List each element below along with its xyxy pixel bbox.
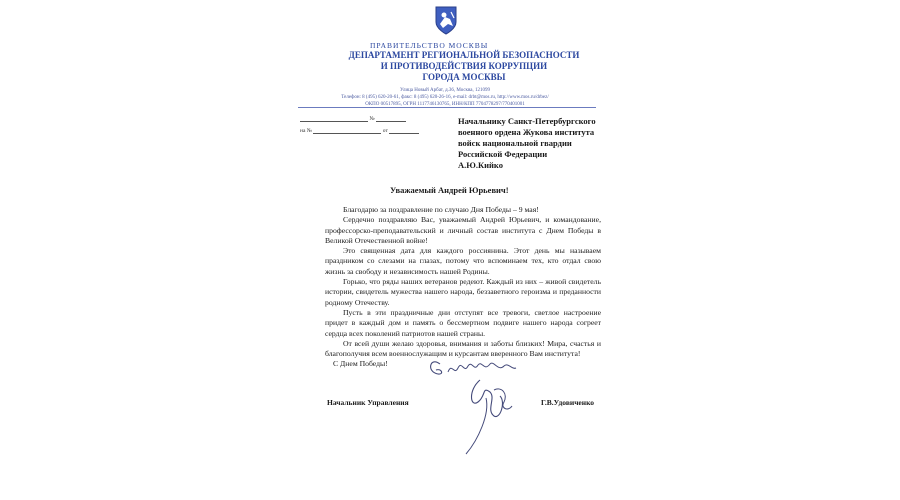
signatory-name: Г.В.Удовиченко: [541, 398, 595, 407]
registration-reference-line: на № от: [300, 128, 419, 134]
closing-line: С Днем Победы!: [333, 359, 388, 368]
body-paragraph: Пусть в эти праздничные дни отступят все тревоги, светлое настроение придет в каждый дом и память о бессмертном подвиге нашего народа согреет сердца всех поколений патриотов нашей страны.: [325, 307, 601, 338]
addressee-block: Начальнику Санкт-Петербургского военного ордена Жукова института войск национальной гвардии Российской Федерации А.Ю.Кийко: [458, 116, 596, 170]
letter-body: [325, 205, 601, 359]
handwritten-signature: [420, 350, 550, 460]
department-name: ДЕПАРТАМЕНТ РЕГИОНАЛЬНОЙ БЕЗОПАСНОСТИ И ПРОТИВОДЕЙСТВИЯ КОРРУПЦИИ ГОРОДА МОСКВЫ: [348, 50, 580, 82]
signatory-position: Начальник Управления: [327, 398, 409, 407]
greeting: Уважаемый Андрей Юрьевич!: [390, 185, 509, 195]
government-title: ПРАВИТЕЛЬСТВО МОСКВЫ: [370, 41, 489, 50]
body-paragraph: Благодарю за поздравление по случаю Дня Победы – 9 мая!: [343, 205, 539, 214]
body-paragraph: От всей души желаю здоровья, внимания и заботы близких! Мира, счастья и благополучия всем военнослужащим и курсантам вверенного Вам института!: [325, 338, 601, 359]
department-address: Улица Новый Арбат, д.36, Москва, 121099 Телефон: 8 (495) 620-20-61, факс: 8 (495) 620-26-16, e-mail: drbt@mos.ru, http://www.mos.ru/drbez/ ОКПО 00517895, ОГРН 1117746130765, ИНН/КПП 7704778297/770401001: [341, 88, 549, 107]
registration-number-line: №: [300, 116, 406, 122]
moscow-coat-of-arms-icon: [433, 4, 459, 36]
header-divider: [298, 107, 596, 108]
body-paragraph: Это священная дата для каждого россиянина. Этот день мы называем праздником со слезами на глазах, потому что вспоминаем тех, кто отдал свою жизнь за свободу и независимость нашей Родины.: [325, 246, 601, 276]
body-paragraph: Сердечно поздравляю Вас, уважаемый Андрей Юрьевич, и командование, профессорско-преподавательский и личный состав института с Днем Победы в Великой Отечественной войне!: [325, 215, 601, 245]
body-paragraph: Горько, что ряды наших ветеранов редеют. Каждый из них – живой свидетель истории, свидетель мужества нашего народа, беззаветного героизма и преданности родному Отечеству.: [325, 277, 601, 307]
